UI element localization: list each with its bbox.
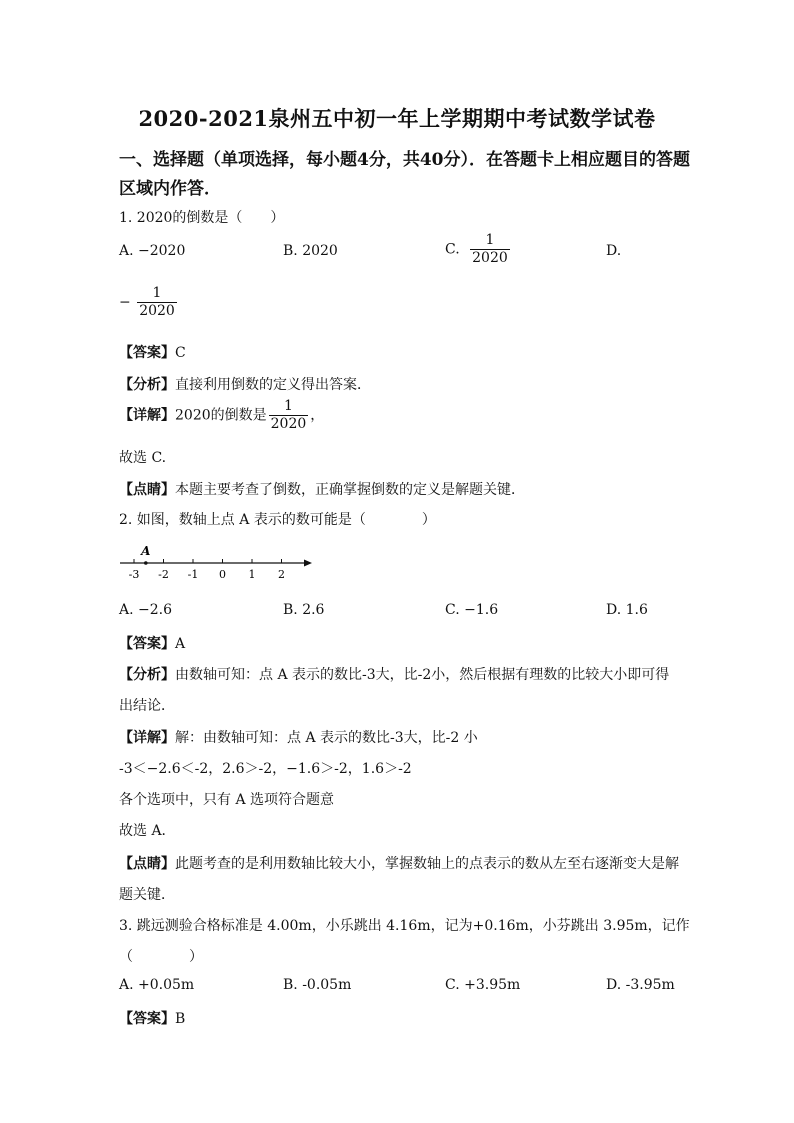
q2-comment-line-1 <box>119 853 679 873</box>
q1-detail-tag: 【详解】 <box>119 407 175 424</box>
q2-analysis-tag: 【分析】 <box>119 667 175 683</box>
q1-option-b: B. 2020 <box>283 243 338 259</box>
q2-stem: 2. 如图，数轴上点 A 表示的数可能是（ ） <box>119 512 436 528</box>
q1-option-d-label: D. <box>606 243 622 259</box>
q1-option-d-sign: − <box>119 294 131 311</box>
page-title: 2020-2021泉州五中初一年上学期期中考试数学试卷 <box>138 106 656 131</box>
q2-detail-line-2: -3＜−2.6＜-2，2.6＞-2，−1.6＞-2，1.6＞-2 <box>119 761 412 777</box>
q1-comment-text: 本题主要考查了倒数，正确掌握倒数的定义是解题关键． <box>175 482 525 498</box>
number-line-point-a-label: A <box>141 544 151 558</box>
q3-stem-line-2: （ ） <box>119 949 203 965</box>
q1-option-d-denominator: 2020 <box>139 303 175 319</box>
q2-comment-tag: 【点睛】 <box>119 856 175 872</box>
number-line-point-a <box>144 561 148 565</box>
q1-detail-text: 2020的倒数是 <box>175 407 267 424</box>
q1-answer-tag: 【答案】 <box>119 345 175 361</box>
q2-answer-value: A <box>175 636 186 652</box>
q2-option-b: B. 2.6 <box>283 602 325 618</box>
number-line-tick-label: -1 <box>187 568 199 581</box>
q1-option-c-fraction <box>470 232 510 267</box>
q1-option-c <box>445 232 510 267</box>
q1-comment <box>119 479 525 499</box>
q3-answer-tag: 【答案】 <box>119 1011 175 1027</box>
q2-analysis-text: 由数轴可知：点 A 表示的数比-3大，比-2小，然后根据有理数的比较大小即可得 <box>175 667 670 683</box>
q2-choose: 故选 A． <box>119 823 176 839</box>
q1-analysis <box>119 374 371 394</box>
section-heading-line-1: 一、选择题（单项选择，每小题4分，共40分）．在答题卡上相应题目的答题 <box>119 150 690 170</box>
number-line-tick-label: 0 <box>219 568 226 581</box>
q1-option-d-numerator: 1 <box>152 285 162 301</box>
q1-answer-value: C <box>175 345 186 361</box>
q3-option-b: B. -0.05m <box>283 977 352 993</box>
q2-answer <box>119 633 185 653</box>
number-line-figure <box>112 538 322 586</box>
q3-stem-line-1: 3. 跳远测验合格标准是 4.00m，小乐跳出 4.16m，记为+0.16m，小芬跳出 3.95m，记作 <box>119 918 690 934</box>
q1-comment-tag: 【点睛】 <box>119 482 175 498</box>
number-line-tick-labels <box>129 568 285 581</box>
q2-detail-line-1 <box>119 727 478 747</box>
q2-analysis-line-1 <box>119 664 669 684</box>
number-line-arrow-icon <box>304 560 312 567</box>
q1-option-d-value <box>119 285 177 320</box>
q2-option-a: A. −2.6 <box>119 602 173 618</box>
q1-stem: 1. 2020的倒数是（ ） <box>119 210 285 226</box>
q3-option-c: C. +3.95m <box>445 977 521 993</box>
q1-option-c-denominator: 2020 <box>472 250 508 266</box>
section-heading-line-2: 区域内作答． <box>119 179 221 199</box>
q3-answer <box>119 1008 185 1028</box>
q2-detail-line-3: 各个选项中，只有 A 选项符合题意 <box>119 792 335 808</box>
q1-detail <box>119 398 324 433</box>
number-line-tick-label: 2 <box>278 568 285 581</box>
q1-analysis-text: 直接利用倒数的定义得出答案． <box>175 377 371 393</box>
number-line-tick-label: -2 <box>158 568 169 581</box>
q1-option-d-fraction <box>137 285 177 320</box>
q1-detail-denominator: 2020 <box>270 416 307 432</box>
q1-option-c-numerator: 1 <box>485 232 495 248</box>
q1-choose: 故选 C. <box>119 450 167 466</box>
q1-option-a: A. −2020 <box>119 243 186 259</box>
q2-option-d: D. 1.6 <box>606 602 648 618</box>
number-line-tick-label: 1 <box>248 568 256 581</box>
q3-option-a: A. +0.05m <box>119 977 195 993</box>
q2-analysis-line-2: 出结论． <box>119 698 175 714</box>
q3-answer-value: B <box>175 1011 186 1027</box>
q2-detail-text: 解：由数轴可知：点 A 表示的数比-3大，比-2 小 <box>175 730 478 746</box>
q1-detail-post: ， <box>310 407 325 424</box>
q1-analysis-tag: 【分析】 <box>119 377 175 393</box>
q2-answer-tag: 【答案】 <box>119 636 175 652</box>
q2-option-c: C. −1.6 <box>445 602 499 618</box>
q1-detail-numerator: 1 <box>284 398 293 414</box>
q1-option-c-label: C. <box>445 241 460 258</box>
number-line-tick-label: -3 <box>128 568 140 581</box>
q1-answer <box>119 342 186 362</box>
q2-comment-text: 此题考查的是利用数轴比较大小，掌握数轴上的点表示的数从左至右逐渐变大是解 <box>175 856 679 872</box>
q2-comment-line-2: 题关键． <box>119 887 175 903</box>
q3-option-d: D. -3.95m <box>606 977 675 993</box>
q1-detail-fraction <box>269 398 309 433</box>
q2-detail-tag: 【详解】 <box>119 730 175 746</box>
